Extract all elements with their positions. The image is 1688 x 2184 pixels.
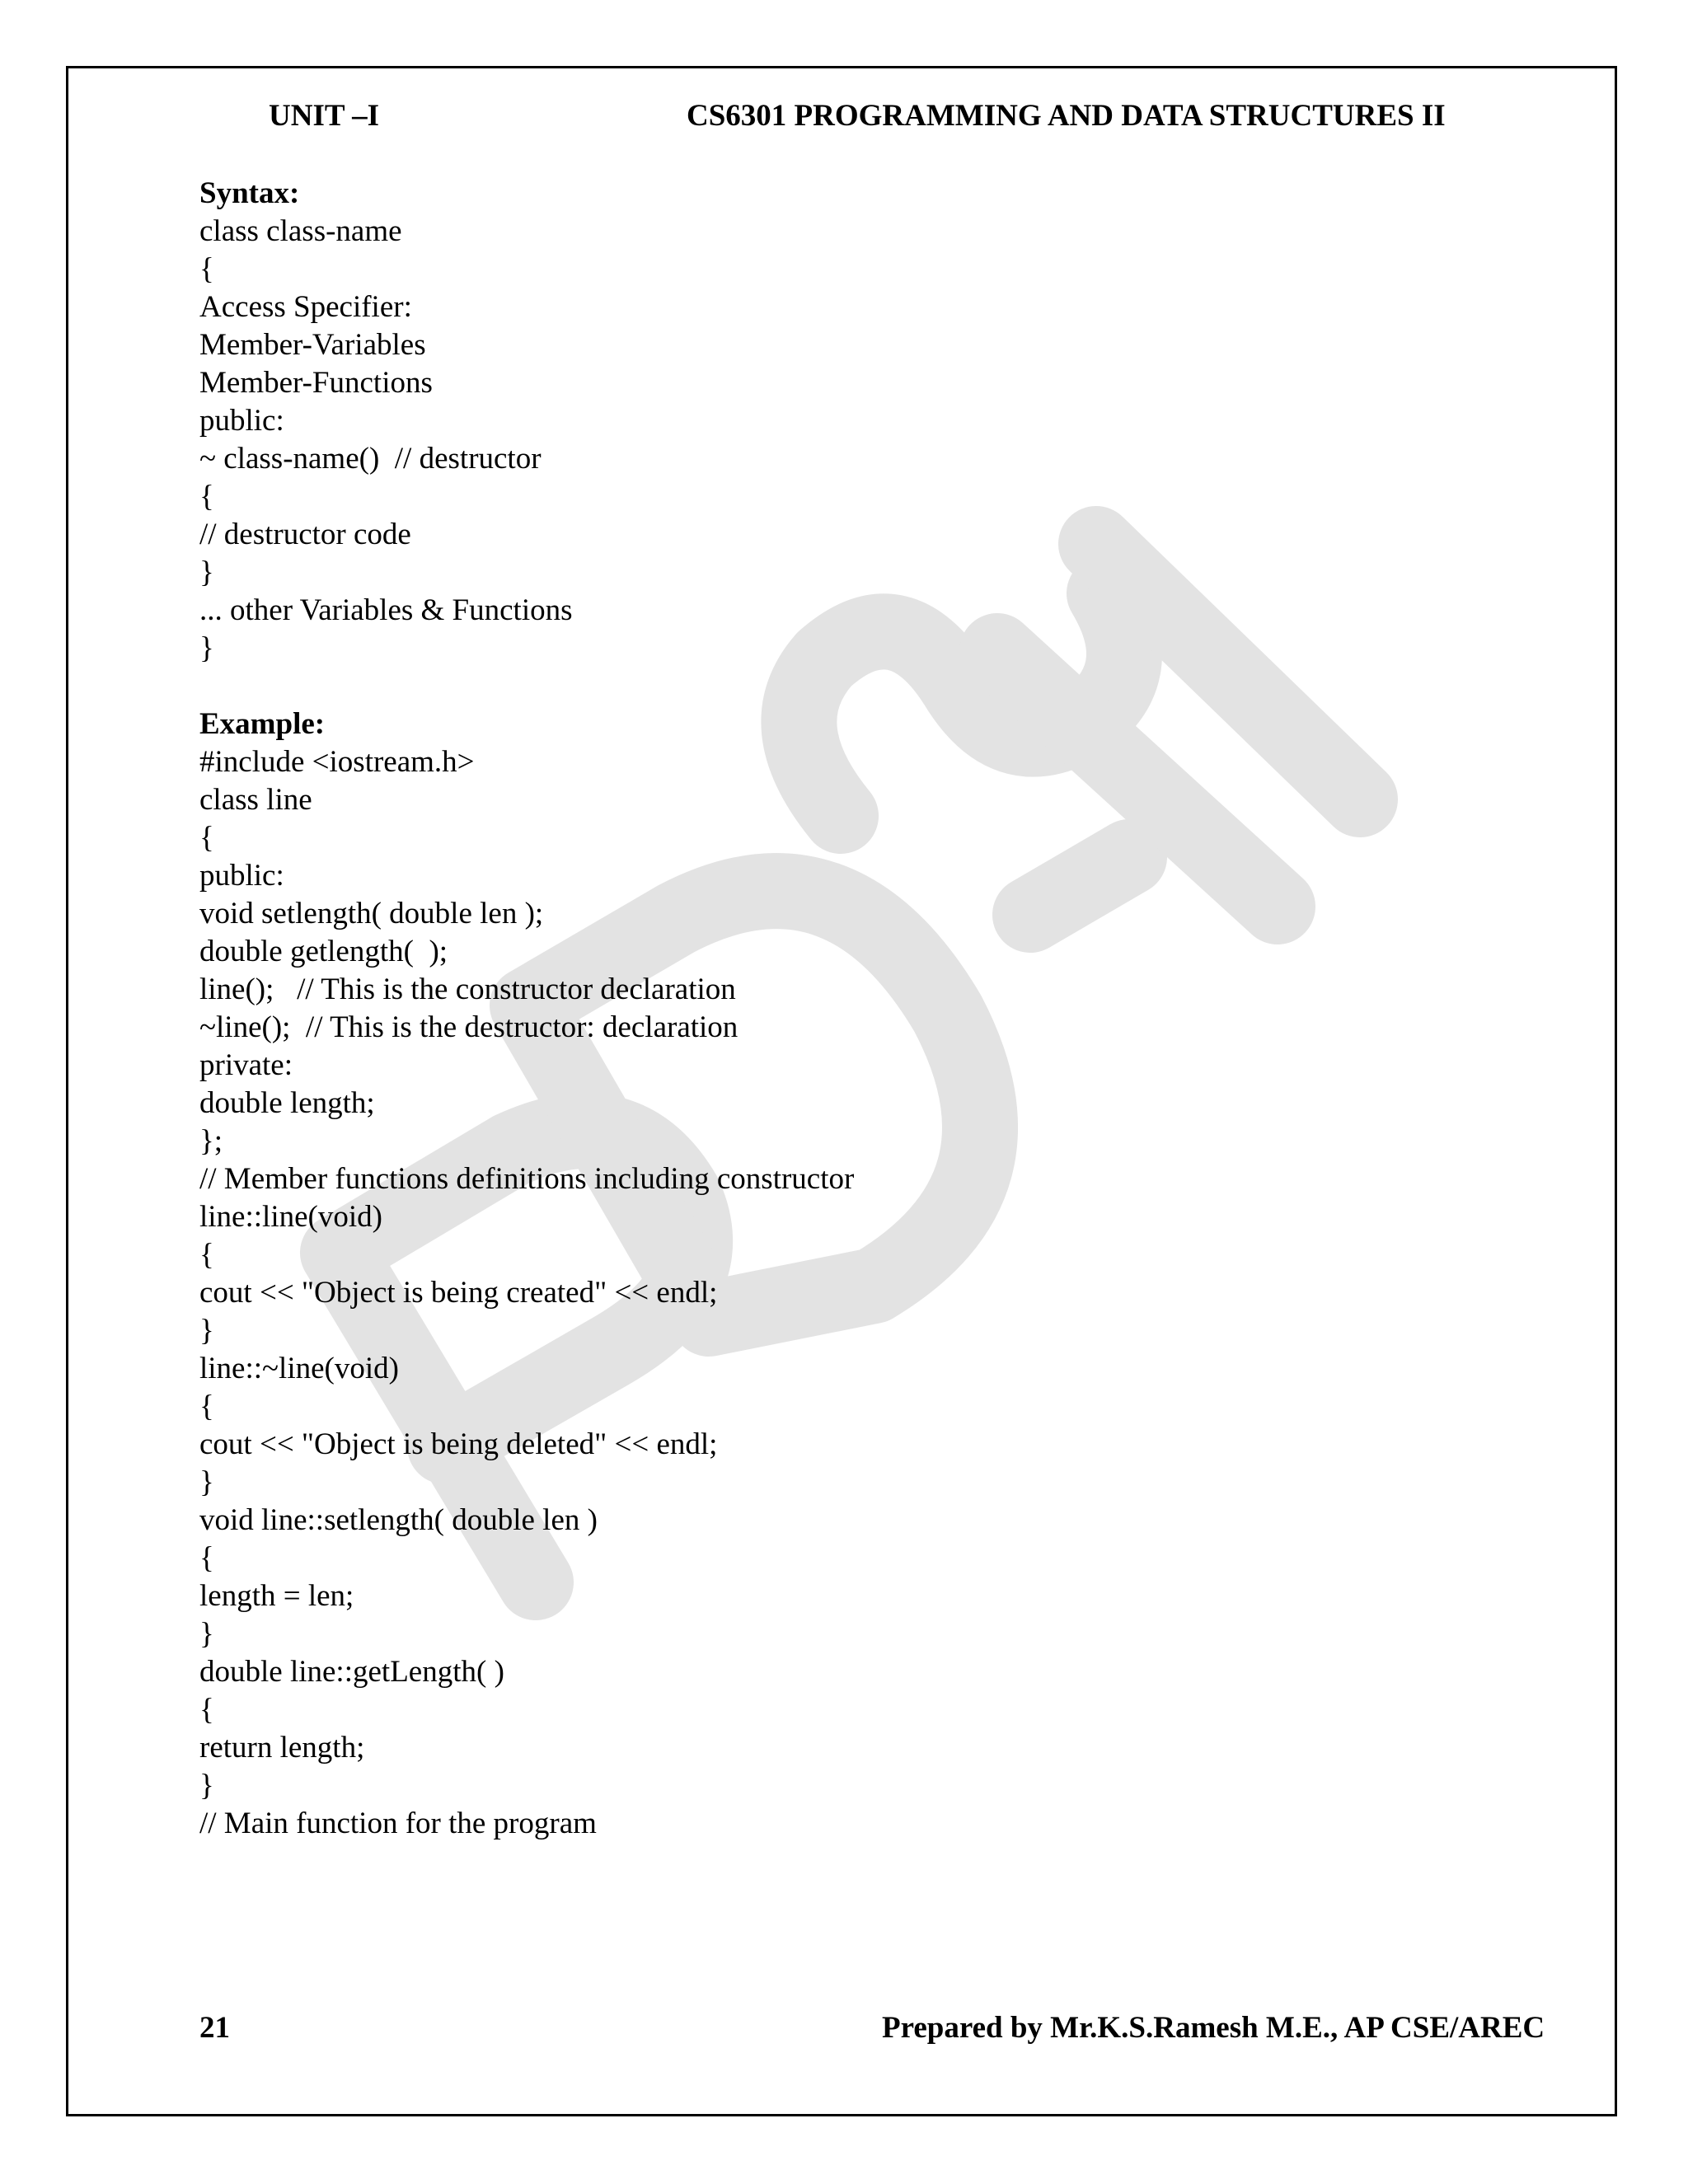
code-line: public: bbox=[199, 404, 284, 438]
code-line: double line::getLength( ) bbox=[199, 1655, 504, 1689]
code-line: void setlength( double len ); bbox=[199, 897, 544, 930]
code-line: // destructor code bbox=[199, 518, 411, 551]
code-line: cout << "Object is being created" << endl; bbox=[199, 1276, 718, 1310]
document-body bbox=[199, 175, 1436, 1843]
code-line: line::~line(void) bbox=[199, 1352, 399, 1385]
code-line: double getlength( ); bbox=[199, 935, 448, 968]
section-heading: Example: bbox=[199, 707, 326, 741]
code-line: { bbox=[199, 1390, 214, 1423]
code-line: #include <iostream.h> bbox=[199, 745, 475, 779]
header-course-title: CS6301 PROGRAMMING AND DATA STRUCTURES II bbox=[687, 99, 1446, 133]
section-heading: Syntax: bbox=[199, 176, 300, 210]
code-line: return length; bbox=[199, 1731, 365, 1765]
code-line: { bbox=[199, 1693, 214, 1727]
code-line: } bbox=[199, 1617, 214, 1651]
code-line: public: bbox=[199, 859, 284, 893]
code-line: } bbox=[199, 1314, 214, 1347]
code-line: Member-Functions bbox=[199, 366, 433, 400]
code-line: // Member functions definitions including constructor bbox=[199, 1162, 855, 1196]
code-line: line::line(void) bbox=[199, 1200, 382, 1234]
code-line: } bbox=[199, 555, 214, 589]
code-line: { bbox=[199, 480, 214, 513]
code-line: cout << "Object is being deleted" << endl; bbox=[199, 1427, 718, 1461]
code-line: length = len; bbox=[199, 1579, 354, 1613]
code-line: Member-Variables bbox=[199, 328, 426, 362]
code-line: line(); // This is the constructor declaration bbox=[199, 972, 736, 1006]
code-line: private: bbox=[199, 1048, 293, 1082]
code-line: { bbox=[199, 1541, 214, 1575]
code-line: } bbox=[199, 631, 214, 665]
code-line: { bbox=[199, 821, 214, 855]
prepared-by: Prepared by Mr.K.S.Ramesh M.E., AP CSE/AREC bbox=[882, 2011, 1545, 2045]
code-line: } bbox=[199, 1769, 214, 1802]
code-line: void line::setlength( double len ) bbox=[199, 1503, 598, 1537]
header-unit: UNIT –I bbox=[269, 99, 379, 133]
code-line: class class-name bbox=[199, 214, 402, 248]
page-number: 21 bbox=[199, 2011, 230, 2045]
code-line: class line bbox=[199, 783, 312, 817]
code-line: ~line(); // This is the destructor: declaration bbox=[199, 1010, 738, 1044]
code-line: { bbox=[199, 252, 214, 286]
code-line: double length; bbox=[199, 1086, 375, 1120]
code-line: } bbox=[199, 1465, 214, 1499]
code-line: }; bbox=[199, 1124, 223, 1158]
code-line: ~ class-name() // destructor bbox=[199, 442, 542, 476]
code-line: { bbox=[199, 1238, 214, 1272]
code-line: ... other Variables & Functions bbox=[199, 593, 573, 627]
code-line: // Main function for the program bbox=[199, 1807, 597, 1840]
code-line: Access Specifier: bbox=[199, 290, 412, 324]
blank-line bbox=[199, 668, 1436, 705]
